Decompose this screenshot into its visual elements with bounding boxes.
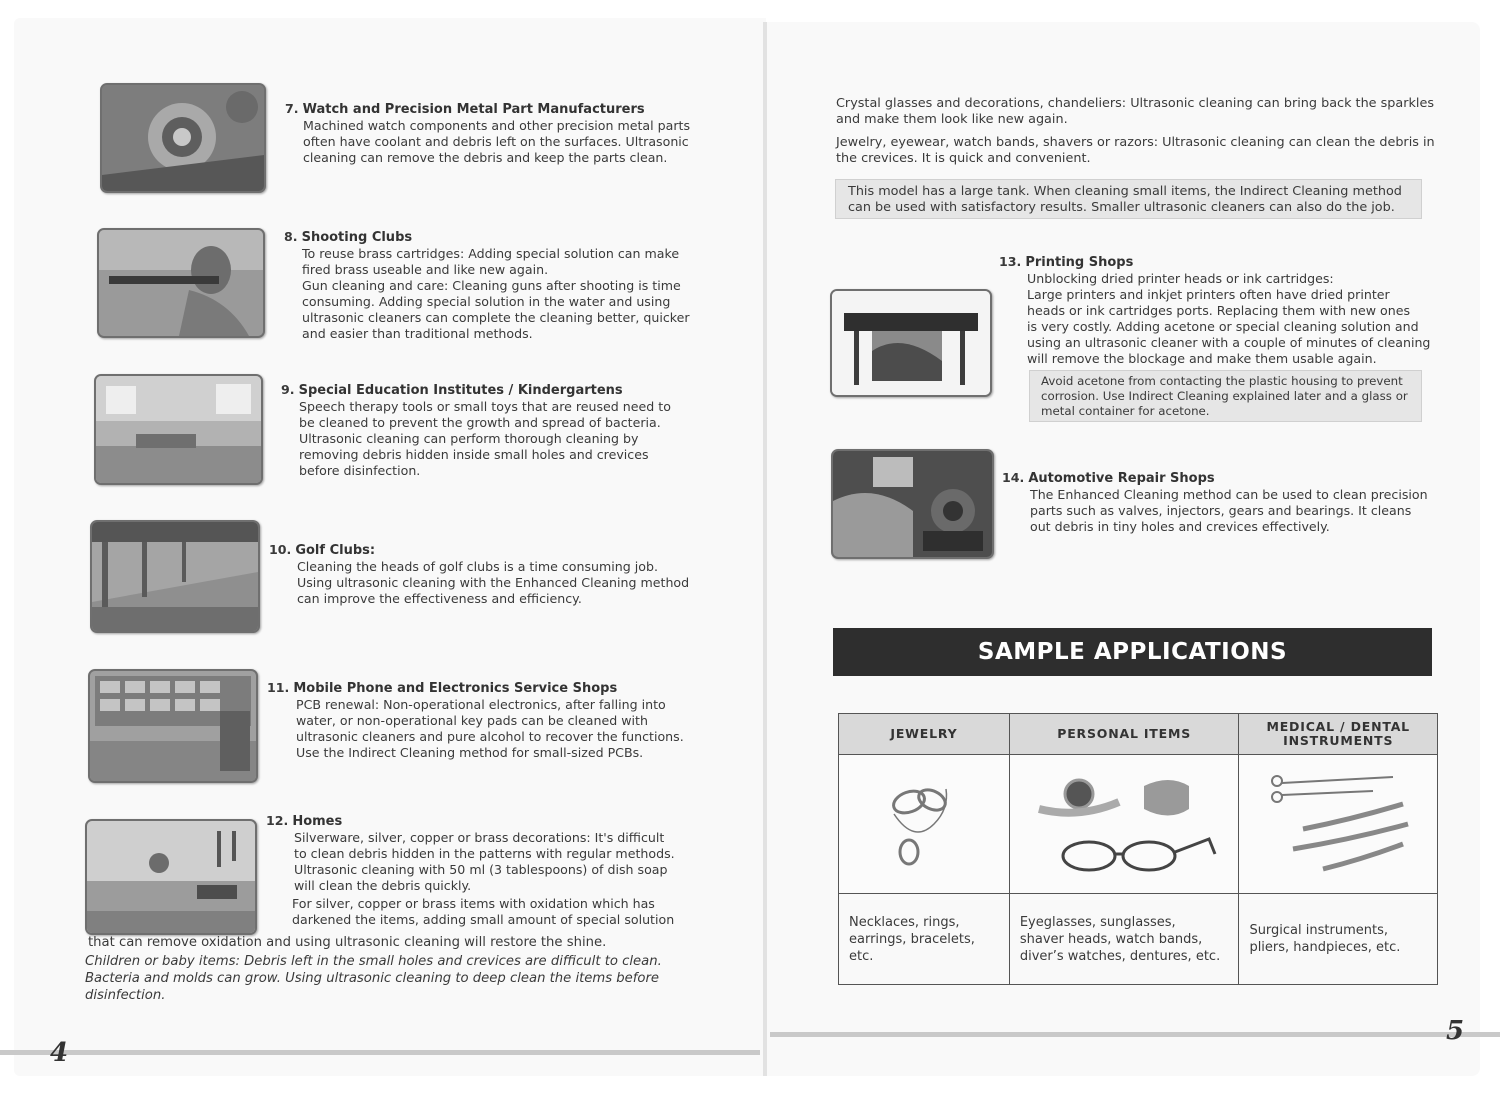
description-line: shaver heads, watch bands,	[1019, 931, 1203, 947]
engine-photo	[831, 449, 994, 559]
item-line: To reuse brass cartridges: Adding special solution can make	[302, 246, 680, 261]
jewelry-icon	[874, 774, 974, 874]
item-line: Use the Indirect Cleaning method for small-sized PCBs.	[296, 745, 644, 760]
item-line: The Enhanced Cleaning method can be used to clean precision	[1030, 487, 1428, 502]
item-line: cleaning can remove the debris and keep the parts clean.	[303, 150, 668, 165]
item-line: PCB renewal: Non-operational electronics, after falling into	[296, 697, 666, 712]
item-line: For silver, copper or brass items with oxidation which has	[292, 896, 655, 911]
item-title: Golf Clubs:	[295, 543, 376, 558]
electronics-shop-photo	[88, 669, 258, 783]
item-line: will clean the debris quickly.	[294, 878, 472, 893]
intro-crystal	[836, 96, 1436, 128]
left-footer-rule	[0, 1050, 760, 1055]
item-line: often have coolant and debris left on the surfaces. Ultrasonic	[303, 134, 689, 149]
printer-photo	[830, 289, 992, 397]
large-tank-note	[835, 179, 1422, 219]
item-number: 7.	[285, 101, 299, 116]
note-line: Avoid acetone from contacting the plastic housing to prevent	[1041, 374, 1403, 388]
item-homes	[266, 813, 716, 928]
item-title: Homes	[292, 814, 343, 829]
item-line: fired brass useable and like new again.	[302, 262, 549, 277]
description-line: Necklaces, rings,	[849, 914, 960, 930]
intro-line: the crevices. It is quick and convenient.	[836, 151, 1091, 166]
item-electronics-shops	[267, 680, 727, 761]
item-title: Printing Shops	[1025, 255, 1134, 270]
item-title: Watch and Precision Metal Part Manufacturers	[302, 102, 645, 117]
item-line: can improve the effectiveness and efficiency.	[297, 591, 582, 606]
item-number: 12.	[266, 813, 289, 828]
item-line: ultrasonic cleaners can complete the cleaning better, quicker	[302, 310, 690, 325]
medical-description	[1239, 894, 1438, 985]
intro-line: Crystal glasses and decorations, chandeliers: Ultrasonic cleaning can bring back the sparkles	[836, 96, 1435, 111]
item-line: and easier than traditional methods.	[302, 326, 533, 341]
item-line: Gun cleaning and care: Cleaning guns after shooting is time	[302, 278, 681, 293]
dental-instruments-icon	[1263, 769, 1413, 879]
item-line: Using ultrasonic cleaning with the Enhanced Cleaning method	[297, 575, 690, 590]
item-line: Unblocking dried printer heads or ink cartridges:	[1027, 271, 1334, 286]
sample-applications-banner: SAMPLE APPLICATIONS	[833, 628, 1432, 676]
item-line: Machined watch components and other precision metal parts	[303, 118, 691, 133]
intro-line: and make them look like new again.	[836, 112, 1068, 127]
item-number: 8.	[284, 229, 298, 244]
description-line: Eyeglasses, sunglasses,	[1019, 914, 1176, 930]
item-line: out debris in tiny holes and crevices effectively.	[1030, 519, 1330, 534]
homes-children-items	[85, 953, 745, 1004]
item-number: 11.	[267, 680, 290, 695]
personal-items-icon	[1029, 764, 1219, 884]
sample-applications-table	[838, 713, 1438, 985]
shooter-photo	[97, 228, 265, 338]
jewelry-description	[839, 894, 1010, 985]
item-line: Ultrasonic cleaning with 50 ml (3 tablespoons) of dish soap	[294, 862, 668, 877]
watch-gears-photo	[100, 83, 266, 193]
medical-instruments-cell	[1239, 755, 1438, 894]
item-title: Mobile Phone and Electronics Service Shops	[293, 681, 618, 696]
item-line: Silverware, silver, copper or brass decorations: It's difficult	[294, 830, 665, 845]
acetone-note	[1029, 370, 1422, 422]
item-line: disinfection.	[85, 988, 166, 1003]
col-header-personal-items: PERSONAL ITEMS	[1009, 714, 1239, 755]
col-header-medical: MEDICAL / DENTAL INSTRUMENTS	[1239, 714, 1438, 755]
jewelry-cell	[839, 755, 1010, 894]
personal-items-description	[1009, 894, 1239, 985]
right-footer-rule	[770, 1032, 1500, 1037]
item-number: 14.	[1002, 470, 1025, 485]
item-title: Automotive Repair Shops	[1028, 471, 1215, 486]
table-header-row	[839, 714, 1438, 755]
item-golf-clubs	[269, 542, 719, 607]
description-line: pliers, handpieces, etc.	[1249, 940, 1401, 955]
item-line: that can remove oxidation and using ultrasonic cleaning will restore the shine.	[88, 935, 607, 950]
item-line: darkened the items, adding small amount of special solution	[292, 912, 675, 927]
col-header-jewelry: JEWELRY	[839, 714, 1010, 755]
note-line: corrosion. Use Indirect Cleaning explained later and a glass or	[1041, 389, 1408, 403]
item-line: Bacteria and molds can grow. Using ultrasonic cleaning to deep clean the items before	[85, 971, 660, 986]
item-line: Children or baby items: Debris left in the small holes and crevices are difficult to clean.	[85, 954, 662, 969]
note-line: metal container for acetone.	[1041, 404, 1210, 418]
item-printing-shops	[999, 254, 1449, 367]
intro-line: Jewelry, eyewear, watch bands, shavers or razors: Ultrasonic cleaning can clean the debris in	[836, 135, 1435, 150]
kitchen-photo	[85, 819, 257, 935]
item-shooting-clubs	[284, 229, 724, 342]
table-image-row	[839, 755, 1438, 894]
item-line: ultrasonic cleaners and pure alcohol to recover the functions.	[296, 729, 684, 744]
item-line: Cleaning the heads of golf clubs is a time consuming job.	[297, 559, 658, 574]
item-line: Speech therapy tools or small toys that are reused need to	[299, 399, 671, 414]
item-number: 10.	[269, 542, 292, 557]
item-title: Shooting Clubs	[301, 230, 413, 245]
page-number-right: 5	[1446, 1016, 1465, 1046]
item-line: consuming. Adding special solution in the water and using	[302, 294, 671, 309]
description-line: diver’s watches, dentures, etc.	[1019, 948, 1221, 964]
description-line: Surgical instruments,	[1249, 923, 1388, 938]
table-description-row	[839, 894, 1438, 985]
homes-continuation	[88, 935, 728, 951]
item-watch-manufacturers	[285, 101, 725, 166]
item-line: before disinfection.	[299, 463, 421, 478]
spine-fold	[763, 22, 767, 1076]
item-line: to clean debris hidden in the patterns with regular methods.	[294, 846, 675, 861]
item-line: removing debris hidden inside small holes and crevices	[299, 447, 649, 462]
item-title: Special Education Institutes / Kindergartens	[298, 383, 623, 398]
item-number: 9.	[281, 382, 295, 397]
item-line: Large printers and inkjet printers often have dried printer	[1027, 287, 1390, 302]
item-number: 13.	[999, 254, 1022, 269]
item-line: Ultrasonic cleaning can perform thorough cleaning by	[299, 431, 639, 446]
item-line: be cleaned to prevent the growth and spread of bacteria.	[299, 415, 661, 430]
personal-items-cell	[1009, 755, 1239, 894]
classroom-photo	[94, 374, 263, 485]
page-number-left: 4	[50, 1038, 69, 1068]
item-line: using an ultrasonic cleaner with a couple of minutes of cleaning	[1027, 335, 1431, 350]
item-line: will remove the blockage and make them usable again.	[1027, 351, 1377, 366]
note-line: can be used with satisfactory results. Smaller ultrasonic cleaners can also do the job.	[848, 200, 1395, 215]
intro-jewelry	[836, 135, 1436, 167]
item-special-education	[281, 382, 721, 479]
item-line: is very costly. Adding acetone or special cleaning solution and	[1027, 319, 1419, 334]
item-line: heads or ink cartridges ports. Replacing them with new ones	[1027, 303, 1411, 318]
item-line: water, or non-operational key pads can be cleaned with	[296, 713, 648, 728]
item-automotive	[1002, 470, 1452, 535]
golf-range-photo	[90, 520, 260, 633]
item-line: parts such as valves, injectors, gears and bearings. It cleans	[1030, 503, 1412, 518]
description-line: earrings, bracelets, etc.	[849, 931, 975, 964]
note-line: This model has a large tank. When cleaning small items, the Indirect Cleaning method	[848, 184, 1402, 199]
